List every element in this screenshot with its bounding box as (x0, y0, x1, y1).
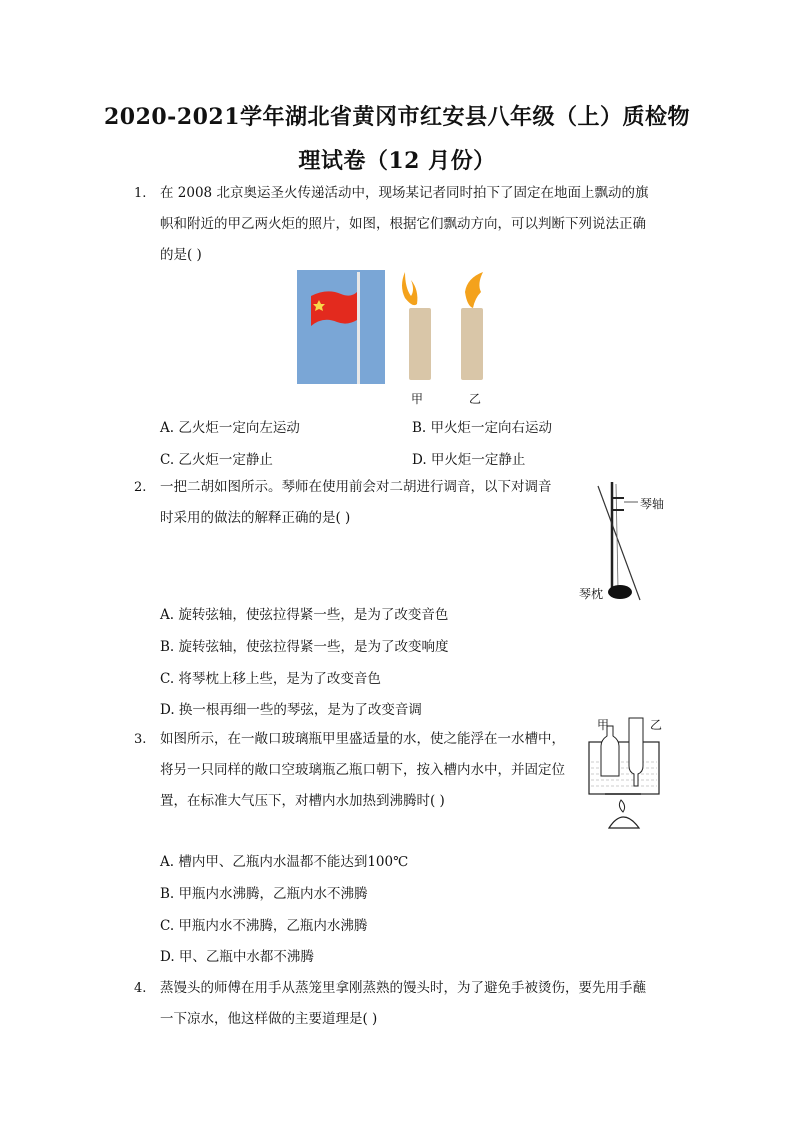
question-stem-line: 将另一只同样的敞口空玻璃瓶乙瓶口朝下，按入槽内水中，并固定位 (160, 762, 565, 778)
option-d[interactable]: D. 甲火炬一定静止 (412, 452, 526, 468)
question-number: 1. (134, 186, 147, 201)
figure-label-yi: 乙 (469, 392, 482, 406)
option-c[interactable]: C. 甲瓶内水不沸腾，乙瓶内水沸腾 (160, 918, 368, 934)
option-b[interactable]: B. 甲火炬一定向右运动 (412, 420, 553, 436)
option-a[interactable]: A. 旋转弦轴，使弦拉得紧一些，是为了改变音色 (160, 607, 449, 623)
option-b[interactable]: B. 旋转弦轴，使弦拉得紧一些，是为了改变响度 (160, 639, 449, 655)
bottles-figure (585, 716, 665, 834)
option-a[interactable]: A. 乙火炬一定向左运动 (160, 420, 300, 436)
option-c[interactable]: C. 将琴枕上移上些，是为了改变音色 (160, 671, 381, 687)
torch-yi (461, 308, 483, 380)
title-line-1: 2020-2021学年湖北省黄冈市红安县八年级（上）质检物 (103, 104, 691, 130)
torch-flame-yi (465, 272, 483, 308)
question-number: 4. (134, 981, 147, 996)
option-b[interactable]: B. 甲瓶内水沸腾，乙瓶内水不沸腾 (160, 886, 368, 902)
torch-flame-jia (402, 272, 417, 305)
option-d[interactable]: D. 换一根再细一些的琴弦，是为了改变音调 (160, 702, 422, 718)
question-number: 3. (134, 732, 147, 747)
title-line-2: 理试卷（12 月份） (298, 148, 496, 174)
flag-torch-figure (297, 268, 497, 408)
bottle-yi (629, 718, 643, 786)
question-stem-line: 一下凉水，他这样做的主要道理是( ) (160, 1011, 378, 1027)
question-stem-line: 蒸馒头的师傅在用手从蒸笼里拿刚蒸熟的馒头时，为了避免手被烫伤，要先用手蘸 (160, 980, 646, 996)
question-stem-line: 的是( ) (160, 247, 202, 263)
figure-label-qinzhou: 琴轴 (640, 497, 665, 511)
flag-pole (357, 272, 360, 384)
figure-label-jia: 甲 (411, 392, 424, 406)
erhu-bow (598, 486, 640, 600)
alcohol-lamp (609, 817, 639, 828)
question-stem-line: 如图所示，在一敞口玻璃瓶甲里盛适量的水，使之能浮在一水槽中， (160, 731, 565, 747)
question-stem-line: 置，在标准大气压下，对槽内水加热到沸腾时( ) (160, 793, 445, 809)
sky-photo (297, 270, 385, 384)
figure-label-jia: 甲 (597, 718, 610, 732)
option-c[interactable]: C. 乙火炬一定静止 (160, 452, 273, 468)
question-number: 2. (134, 480, 147, 495)
question-stem-line: 时采用的做法的解释正确的是( ) (160, 510, 351, 526)
erhu-body (608, 585, 632, 599)
question-stem-line: 帜和附近的甲乙两火炬的照片，如图，根据它们飘动方向，可以判断下列说法正确 (160, 216, 646, 232)
question-stem-line: 在 2008 北京奥运圣火传递活动中，现场某记者同时拍下了固定在地面上飘动的旗 (160, 185, 649, 201)
option-a[interactable]: A. 槽内甲、乙瓶内水温都不能达到100℃ (160, 854, 409, 870)
option-d[interactable]: D. 甲、乙瓶中水都不沸腾 (160, 949, 314, 965)
bottle-jia (601, 726, 619, 776)
figure-label-qinzhen: 琴枕 (579, 587, 604, 601)
burner-flame (619, 800, 624, 812)
question-stem-line: 一把二胡如图所示。琴师在使用前会对二胡进行调音，以下对调音 (160, 479, 552, 495)
torch-jia (409, 308, 431, 380)
figure-label-yi: 乙 (650, 718, 663, 732)
